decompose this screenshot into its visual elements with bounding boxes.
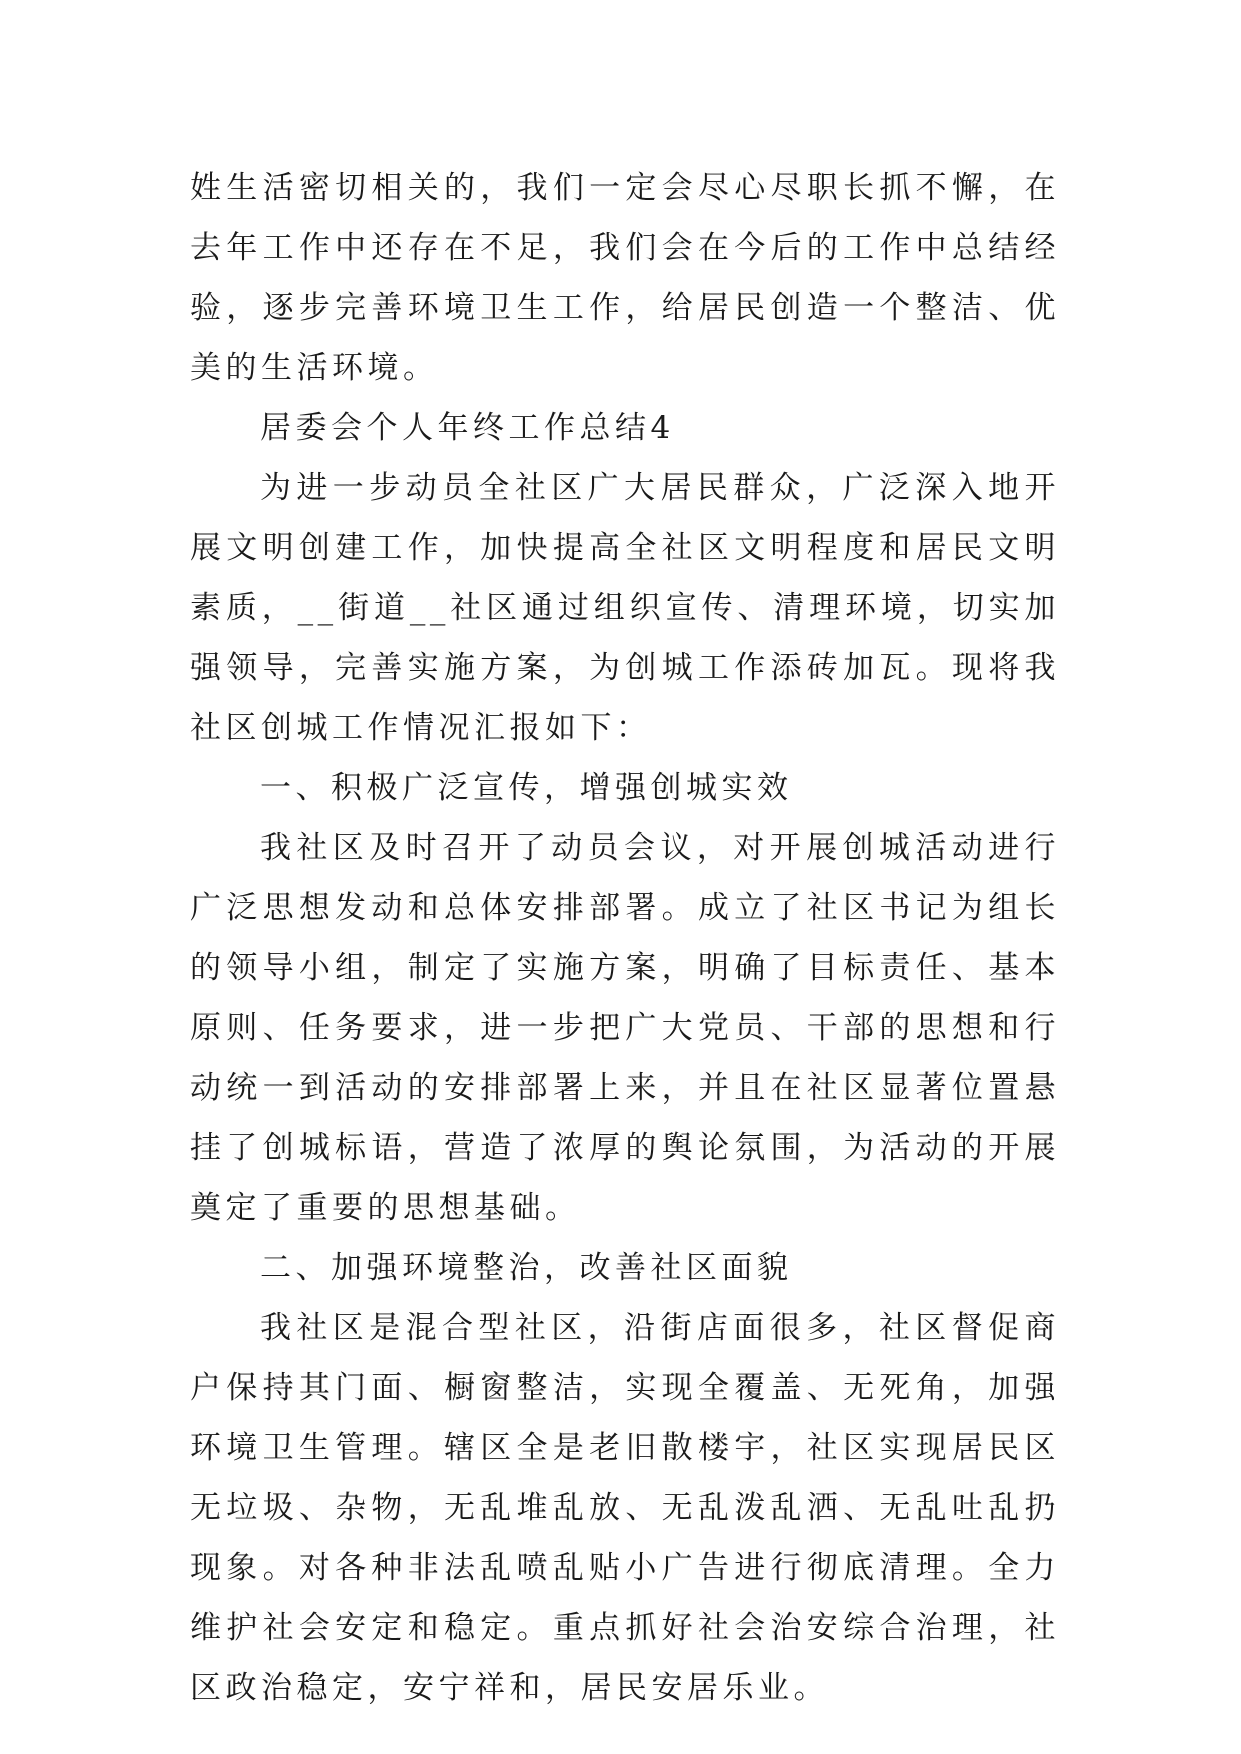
heading-one: 一、积极广泛宣传，增强创城实效 [260,770,793,806]
paragraph-two: 我社区是混合型社区，沿街店面很多，社区督促商户保持其门面、橱窗整洁，实现全覆盖、无死角，加强环境卫生管理。辖区全是老旧散楼宇，社区实现居民区无垃圾、杂物，无乱堆乱放、无乱泼乱洒、无乱吐乱扔现象。对各种非法乱喷乱贴小广告进行彻底清理。全力维护社会安定和稳定。重点抓好社会治安综合治理，社区政治稳定，安宁祥和，居民安居乐业。 [190,1310,1060,1706]
paragraph-continuation: 姓生活密切相关的，我们一定会尽心尽职长抓不懈，在去年工作中还存在不足，我们会在今后的工作中总结经验，逐步完善环境卫生工作，给居民创造一个整洁、优美的生活环境。 [190,170,1060,386]
paragraph-one: 我社区及时召开了动员会议，对开展创城活动进行广泛思想发动和总体安排部署。成立了社区书记为组长的领导小组，制定了实施方案，明确了目标责任、基本原则、任务要求，进一步把广大党员、干部的思想和行动统一到活动的安排部署上来，并且在社区显著位置悬挂了创城标语，营造了浓厚的舆论氛围，为活动的开展奠定了重要的思想基础。 [190,830,1060,1226]
heading-two: 二、加强环境整治，改善社区面貌 [260,1250,793,1286]
paragraph-intro: 为进一步动员全社区广大居民群众，广泛深入地开展文明创建工作，加快提高全社区文明程度和居民文明素质，__街道__社区通过组织宣传、清理环境，切实加强领导，完善实施方案，为创城工作添砖加瓦。现将我社区创城工作情况汇报如下： [190,470,1060,746]
document-body [190,158,1060,1718]
section-title: 居委会个人年终工作总结4 [260,410,675,446]
